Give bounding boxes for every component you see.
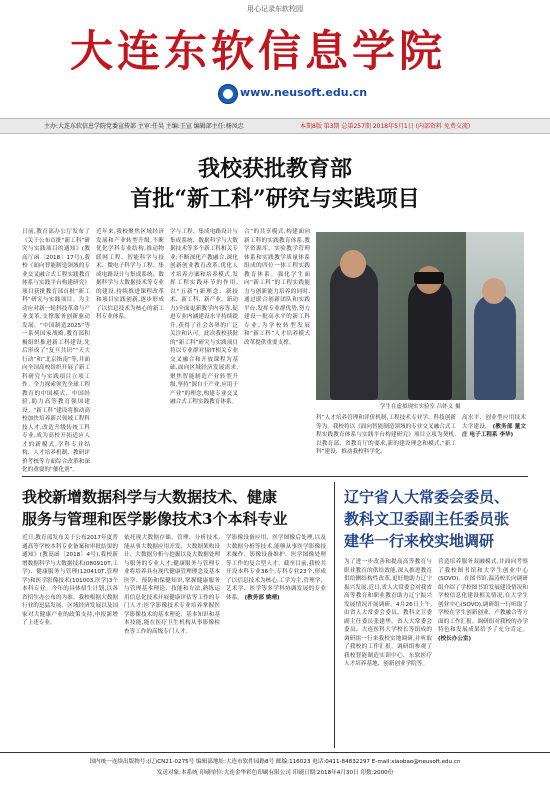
story2-column-3: [226, 534, 326, 746]
photo-caption: 学生在虚拟现实实验室 吕怀义 摄: [380, 404, 461, 410]
story3-headline-line1: 辽宁省人大常委会委员、: [344, 488, 510, 506]
story3-headline-line2: 教科文卫委副主任委员张: [344, 510, 510, 528]
lead-column-1: 日前,教育部办公厅发布了《关于公布首批“新工科”研究与实践项目的通知》(教高厅函〔2018〕17号),我校《面向智能制造领域的专业交叉融合式工程实践教育体系与实践平台构建研究》项目获批教育部首批“新工科”研究与实践项目。为主动应对新一轮科技革命与产业变革,支撑服务创新驱动发展、“中国制造2025”等一系列国家战略,教育部积极组织推进新工科建设,先后形成了“复旦共识”“天大行动”和“北京指南”等,并面向全国高校组织开展了新工科研究与实践项目立项工作。全力探索领先全球工程教育的中国模式、中国经验,助力高等教育强国建设。“新工科”建设将推动高校加快培养新兴领域工程科技人才,改造升级传统工科专业,成为高校开拓适应人才的新模式,学科专业结构、人才培养机制、教研评价考核等方面综合改革和深化的重要的“催化剂”。: [22, 229, 90, 473]
footer-print-info: 发送对象:本系统 印刷单位:大连金华彩色印刷有限公司 印刷日期:2018年4月30日 印数:2000份: [156, 770, 394, 776]
lead-column-4: 合”的共享模式,构建面向新工科的实践教育体系,教学资源库、实验教学管理体系和实践教学质量体系组成的四位一体工程实践教育体系。强化学生面向“新工科”的工程实践能力与创新能力培养的同时,通过联合创新团队和实践平台,发挥专业群优势,努力建设一批高水平的新工科专业,为学校转型发展和“新工科”人才培养模式改革提供重要支撑。: [244, 229, 310, 346]
issue-info: 本期8版 第3期 总第257期 2018年5月1日 (内部资料 免费交流): [300, 123, 471, 130]
school-logo-icon: [218, 84, 238, 104]
lead-column-2: 近年来,我校聚焦区域经济发展和产业转型升级,不断优化学科专业结构,推动物联网工程、智能科学与技术、微电子科学与工程、集成电路设计与集成系统、数据科学与大数据技术等专业的建设,持续推进课程改革和项目实践创新,逐步形成了以信息技术为核心的新工科专业体系。: [96, 229, 164, 320]
column-divider: [334, 482, 335, 748]
story3-signature: (校长办公室): [438, 635, 472, 642]
story2-signature: (教务部 姚晴): [244, 594, 280, 601]
story2-col3-text: 学影像设备应用、医学图像后处理,以及大数据分析等技术,能够从事医学影像技术操作、影像设备维护、医学图像处理等工作的复合型人才。截至目前,我校共开设本科专业36个,专科专业23个,形成了以信息技术为核心,工学为主,管理学、艺术学、医学等多学科协调发展的专业体系。: [226, 535, 326, 601]
story3-col2-text: 营造培养服务双融模式,并面向考察了我校图书馆和大学生创业中心(SOVO)。在图书馆,温涛校长向调研组介绍了学校图书馆发展建设情况和学校信息化建设相关情况,在大学生创业中心(SOVO),调研组一行听取了学校在学生创新创业、产教融合等方面的工作汇报。调研组对我校的办学特色和发展成果给予了充分肯定。: [438, 559, 528, 633]
vr-headset-icon: [414, 272, 444, 284]
footer-publication-info: 国内统一连续出版物号:(辽)CN21-0275号 编辑部地址:大连市软件园路8号 邮编:116023 电话:0411-84832297 E-mail:xiaobao@neusoft.edu.cn: [89, 759, 461, 765]
story3-column-1: 为了进一步改善和提高高等教育与职业教育的供给效能,深入推进教育供给侧结构性改革,更好地助力辽宁振兴发展,近日,省人大常委会对我省高等教育和职业教育助力辽宁振兴发展情况开展调研。4月26日上午,由省人大常委会委员、教科文卫委副主任委员张建华、省人大常委会委员、大连医科大学校长等组成的调研组一行来我校实地调研,并听取了我校的工作汇报。调研组参观了我校智能制造实训中心、东软医疗人才培养基地、创新创业学院等。: [344, 559, 432, 667]
story3-headline-line3: 建华一行来校实地调研: [344, 532, 495, 550]
lead-continuation-right: [462, 414, 526, 464]
lead-column-3: 学与工程、集成电路设计与集成系统、数据科学与大数据技术等多个新工科相关专业;不断深化产教融合,深化创新创业教育改革,优化人才培养方案和培养模式,发挥工程实践环节的作用,以“五新”(新理念、新技术、新工科、新产业、新动力)全面更新教学内容等,促进专业内涵建设水平持续提升,获得了社会各界的广泛关注和认可。此次我校获批的“新工科”研究与实践项目将以专业群对接IT相关专业交叉融合和开放课程为基础,面向区域经济发展需求,聚焦智能制造产业转型升级,坚持“源自于产业,应用于产业”的理念,构建专业交叉融合式工程实践教育体系。: [170, 229, 238, 405]
top-slogan: 用心记录东软校园: [247, 5, 303, 13]
lead-headline-line2: 首批“新工科”研究与实践项目: [130, 186, 420, 212]
masthead-title: 大连东软信息学院: [70, 27, 446, 77]
lead-end-text: 高水平、创业型应用技术大学建设。: [462, 415, 526, 430]
lead-headline-line1: 我校获批教育部: [197, 156, 352, 182]
lead-continuation: 科”人才培养管理和评价机制,工程技术专业学、科技创新等为。我校将以《面向智能制造领域的专业交叉融合式工程实践教育体系与实践平台构建研究》项目立项为契机,以教育部、省教育厅的要求,新的建设理念和模式,“新工科”建设、推动我校科学化、: [316, 415, 456, 455]
story2-column-1: 近日,教育部发布关于公布2017年度普通高等学校本科专业备案和审批结果的通知》(教高函〔2018〕4号),我校新增数据科学与大数据技术(080910T,工学)、健康服务与管理(120410T,管理学)和医学影像技术(101003,医学)3个本科专业。今年的具体招生计划,以各省招生办公布的为准。我校根据大数据行业的迅猛发展、区域经济发展以及国家对大健康产业的政策支持,申报新增了上述专业。: [22, 535, 118, 626]
story2-headline-line1: 我校新增数据科学与大数据技术、健康: [22, 488, 278, 506]
story2-column-2: 依托现大数据存储、管理、分析技术,能从事大数据应用开发、大数据架构设计、大数据分析与挖掘以及大数据处理与服务的专业人才;健康服务与管理专业将培养具有现代健康管理理念及基本医学、预防和保健知识,掌握健康服务与管理基本理论、技能和方法,熟练运用信息化技术开展健康评估等工作的专门人才;医学影像技术专业培养掌握医学影像技术的基本理论、基本知识和基本技能,能在医疗卫生机构从事影像检查等工作的高级专门人才。: [124, 535, 220, 635]
section-divider: [22, 476, 528, 477]
footer-divider: [0, 752, 550, 753]
story3-column-2: [438, 558, 528, 748]
lead-signature: (教务部 董文庄 电子工程系 李华): [462, 423, 526, 438]
story2-headline-line2: 服务与管理和医学影像技术3个本科专业: [22, 510, 288, 528]
editorial-info: 主办:大连东软信息学院党委宣传部 主审:任昊 主编:王宣 编辑部主任:杨凤忠: [44, 123, 244, 130]
website-url[interactable]: www.neusoft.edu.cn: [240, 86, 368, 99]
vr-lab-photo: [316, 232, 524, 400]
